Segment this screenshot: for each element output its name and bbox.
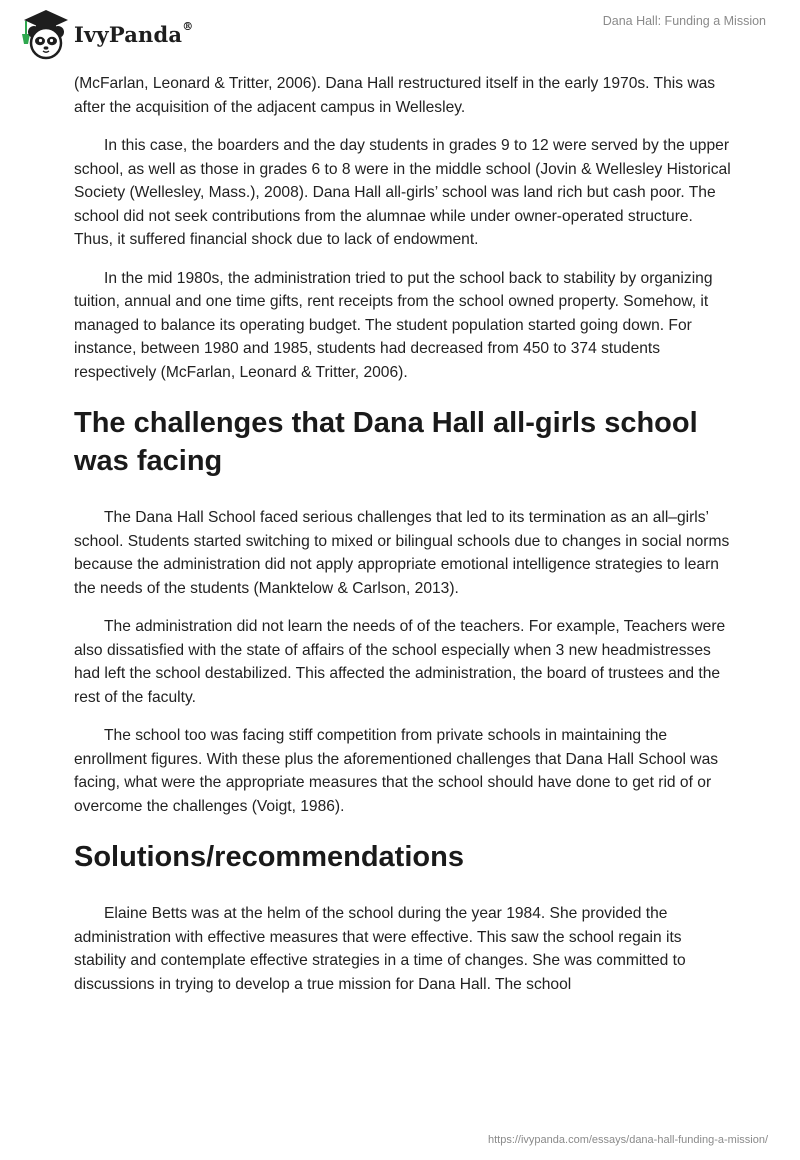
paragraph: The Dana Hall School faced serious challenges that led to its termination as an all–girls’ school. Students started switching to mixed or bilingual schools due to changes in social norms because the administration did not apply appropriate emotional intelligence strategies to learn the needs of the students (Manktelow & Carlson, 2013). [74, 509, 730, 597]
paragraph: The administration did not learn the needs of of the teachers. For example, Teachers were also dissatisfied with the state of affairs of the school especially when 3 new headmistresses had left the school destabilized. This affected the administration, the board of trustees and the rest of the faculty. [74, 618, 726, 706]
paragraph: (McFarlan, Leonard & Tritter, 2006). Dana Hall restructured itself in the early 1970s. This was after the acquisition of the adjacent campus in Wellesley. [74, 75, 716, 116]
ivypanda-logo[interactable] [14, 6, 193, 62]
section-heading-challenges: The challenges that Dana Hall all-girls school was facing [74, 407, 698, 477]
paragraph: The school too was facing stiff competition from private schools in maintaining the enrollment figures. With these plus the aforementioned challenges that Dana Hall School was facing, what were the appropriate measures that the school should have done to get rid of or overcome the challenges (Voigt, 1986). [74, 727, 719, 815]
source-url[interactable]: https://ivypanda.com/essays/dana-hall-funding-a-mission/ [487, 1134, 768, 1146]
essay-content [74, 72, 734, 1011]
section-heading-solutions: Solutions/recommendations [74, 841, 464, 873]
brand-name: IvyPanda® [74, 19, 194, 47]
registered-mark: ® [182, 19, 194, 33]
paragraph: In this case, the boarders and the day students in grades 9 to 12 were served by the upper school, as well as those in grades 6 to 8 were in the middle school (Jovin & Wellesley Historical Society (Wellesley, Mass.), 2008). Dana Hall all-girls’ school was land rich but cash poor. The school did not seek contributions from the alumnae while under owner-operated structure. Thus, it suffered financial shock due to lack of endowment. [74, 137, 731, 248]
paragraph: In the mid 1980s, the administration tried to put the school back to stability by organizing tuition, annual and one time gifts, rent receipts from the school owned property. Somehow, it managed to balance its operating budget. The student population started going down. For instance, between 1980 and 1985, students had decreased from 450 to 374 students respectively (McFarlan, Leonard & Tritter, 2006). [74, 269, 713, 381]
running-title: Dana Hall: Funding a Mission [602, 14, 766, 28]
paragraph: Elaine Betts was at the helm of the school during the year 1984. She provided the administration with effective measures that were effective. This saw the school regain its stability and contemplate effective strategies in a time of changes. She was committed to discussions in trying to develop a true mission for Dana Hall. The school [74, 905, 686, 993]
panda-graduate-icon [14, 6, 72, 62]
page-header [0, 0, 800, 70]
